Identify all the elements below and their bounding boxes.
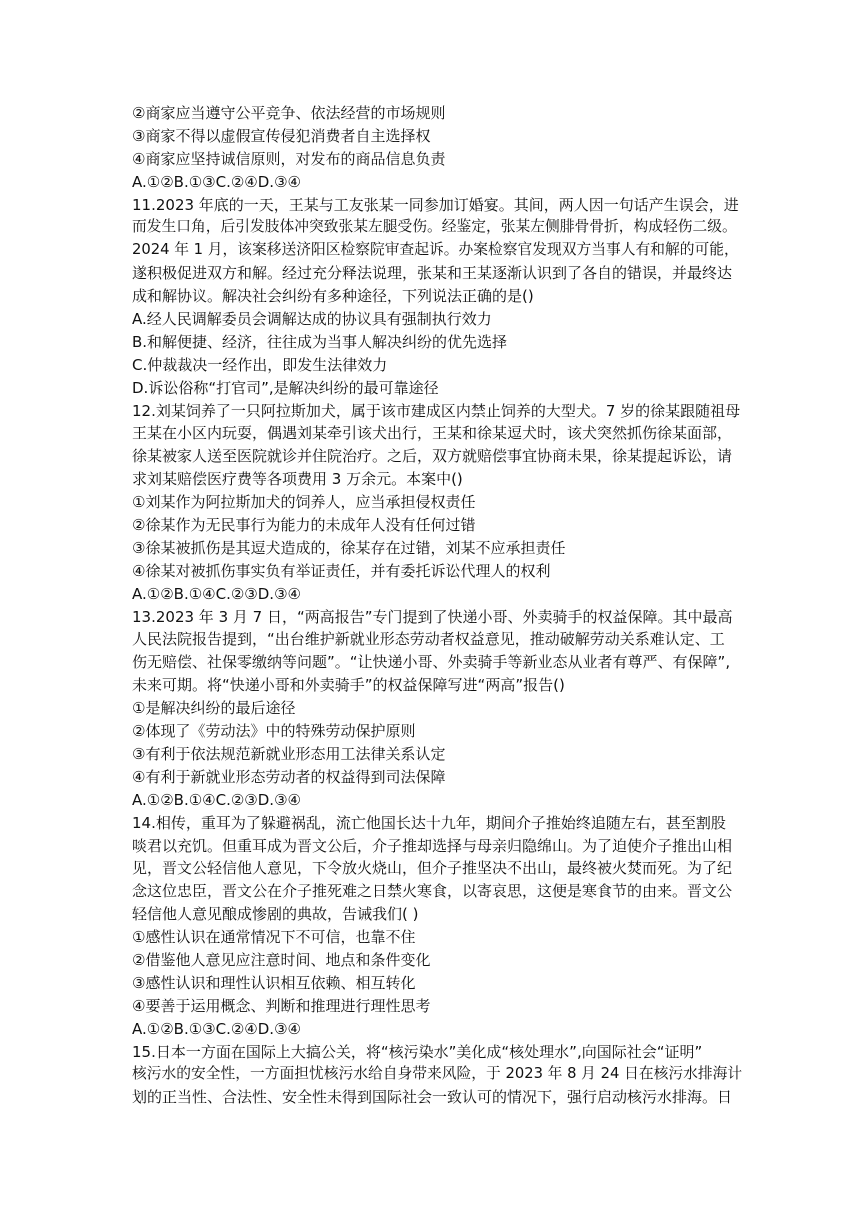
text-line: 轻信他人意见酿成惨剧的典故，告诫我们( )	[132, 905, 419, 924]
text-line: 15.日本一方面在国际上大搞公关，将“核污染水”美化成“核处理水”,向国际社会“证明”	[132, 1042, 703, 1061]
text-line: 11.2023 年底的一天，王某与工友张某一同参加订婚宴。其间，两人因一句话产生误会，进	[132, 195, 739, 214]
text-line: A.经人民调解委员会调解达成的协议具有强制执行效力	[132, 310, 492, 329]
text-line: ④要善于运用概念、判断和推理进行理性思考	[132, 996, 431, 1015]
text-line: 未来可期。将“快递小哥和外卖骑手”的权益保障写进“两高”报告()	[132, 676, 565, 695]
text-line: 啖君以充饥。但重耳成为晋文公后，介子推却选择与母亲归隐绵山。为了迫使介子推出山相	[132, 836, 733, 855]
text-line: 14.相传，重耳为了躲避祸乱，流亡他国长达十九年，期间介子推始终追随左右，甚至割股	[132, 813, 726, 832]
text-line: ①感性认识在通常情况下不可信，也靠不住	[132, 928, 416, 947]
text-line: B.和解便捷、经济，往往成为当事人解决纠纷的优先选择	[132, 332, 508, 351]
text-line: ②借鉴他人意见应注意时间、地点和条件变化	[132, 950, 431, 969]
text-line: ②体现了《劳动法》中的特殊劳动保护原则	[132, 722, 416, 741]
text-line: ①刘某作为阿拉斯加犬的饲养人，应当承担侵权责任	[132, 493, 476, 512]
text-line: A.①②B.①④C.②③D.③④	[132, 790, 301, 809]
text-line: 王某在小区内玩耍，偶遇刘某牵引该犬出行，王某和徐某逗犬时，该犬突然抓伤徐某面部，	[132, 424, 733, 443]
text-line: A.①②B.①④C.②③D.③④	[132, 584, 301, 603]
text-line: 求刘某赔偿医疗费等各项费用 3 万余元。本案中()	[132, 470, 463, 489]
document-body	[132, 102, 742, 1109]
text-line: 人民法院报告提到，“出台维护新就业形态劳动者权益意见，推动破解劳动关系难认定、工	[132, 630, 725, 649]
text-line: 伤无赔偿、社保零缴纳等问题”。“让快递小哥、外卖骑手等新业态从业者有尊严、有保障”,	[132, 653, 731, 672]
text-line: ②徐某作为无民事行为能力的未成年人没有任何过错	[132, 516, 476, 535]
text-line: 成和解协议。解决社会纠纷有多种途径，下列说法正确的是()	[132, 287, 534, 306]
text-line: ③徐某被抓伤是其逗犬造成的，徐某存在过错，刘某不应承担责任	[132, 538, 566, 557]
text-line: A.①②B.①③C.②④D.③④	[132, 1019, 301, 1038]
text-line: A.①②B.①③C.②④D.③④	[132, 172, 301, 191]
text-line: ②商家应当遵守公平竞争、依法经营的市场规则	[132, 104, 446, 122]
text-line: 2024 年 1 月，该案移送济阳区检察院审查起诉。办案检察官发现双方当事人有和解的可能，	[132, 241, 739, 259]
text-line: ①是解决纠纷的最后途径	[132, 699, 296, 718]
text-line: D.诉讼俗称“打官司”,是解决纠纷的最可靠途径	[132, 378, 439, 397]
text-line: 划的正当性、合法性、安全性未得到国际社会一致认可的情况下，强行启动核污水排海。日	[132, 1088, 733, 1107]
text-line: 12.刘某饲养了一只阿拉斯加犬，属于该市建成区内禁止饲养的大型犬。7 岁的徐某跟随祖母	[132, 401, 741, 420]
text-line: ③商家不得以虚假宣传侵犯消费者自主选择权	[132, 126, 431, 145]
text-line: 念这位忠臣，晋文公在介子推死难之日禁火寒食，以寄哀思，这便是寒食节的由来。晋文公	[132, 882, 733, 901]
text-line: 13.2023 年 3 月 7 日，“两高报告”专门提到了快递小哥、外卖骑手的权益保障。其中最高	[132, 607, 733, 626]
text-line: 而发生口角，后引发肢体冲突致张某左腿受伤。经鉴定，张某左侧腓骨骨折，构成轻伤二级。	[132, 218, 737, 236]
text-line: ③有利于依法规范新就业形态用工法律关系认定	[132, 744, 446, 763]
text-line: ④商家应坚持诚信原则，对发布的商品信息负责	[132, 149, 446, 168]
text-line: 遂积极促进双方和解。经过充分释法说理，张某和王某逐渐认识到了各自的错误，并最终达	[132, 264, 733, 283]
text-line: C.仲裁裁决一经作出，即发生法律效力	[132, 355, 388, 374]
text-line: ④有利于新就业形态劳动者的权益得到司法保障	[132, 767, 446, 786]
text-line: 徐某被家人送至医院就诊并住院治疗。之后，双方就赔偿事宜协商未果，徐某提起诉讼，请	[132, 447, 733, 466]
text-line: ③感性认识和理性认识相互依赖、相互转化	[132, 973, 416, 992]
text-line: ④徐某对被抓伤事实负有举证责任，并有委托诉讼代理人的权利	[132, 561, 551, 580]
text-line: 核污水的安全性，一方面担忧核污水给自身带来风险，于 2023 年 8 月 24 日在核污水排海计	[132, 1065, 742, 1083]
text-line: 见，晋文公轻信他人意见，下令放火烧山，但介子推坚决不出山，最终被火焚而死。为了纪	[132, 859, 733, 878]
